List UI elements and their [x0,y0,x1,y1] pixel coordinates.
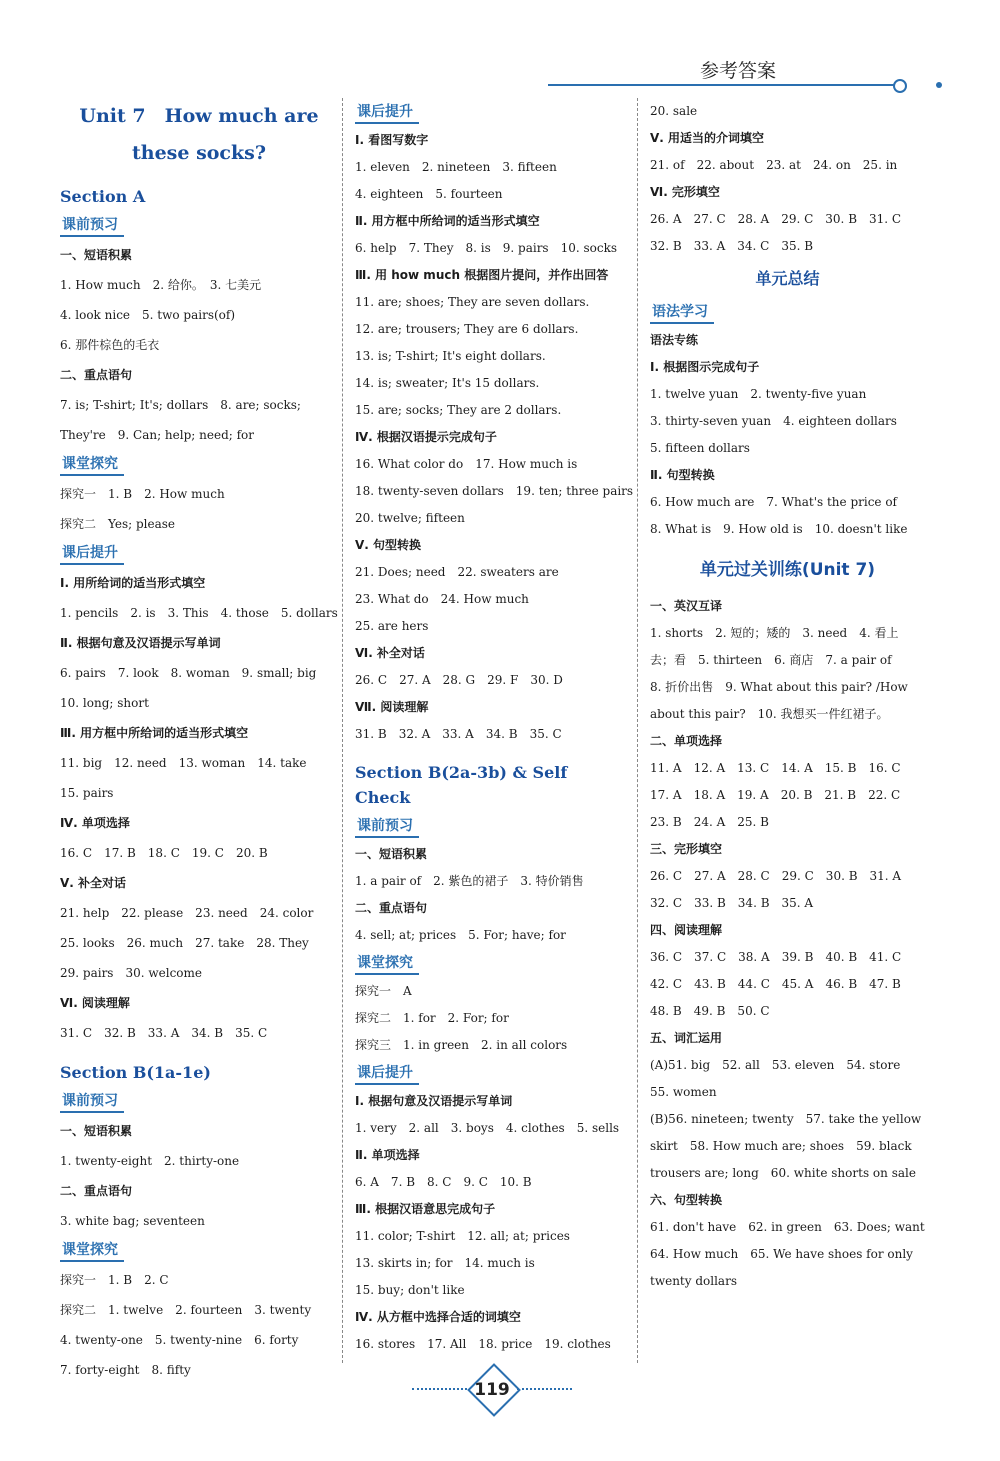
answer-line: 探究二 1. for 2. For; for [355,1011,509,1025]
section-title: Section B(1a-1e) [60,1063,211,1082]
section-tag-row [60,1236,338,1265]
answer-line: 探究一 1. B 2. C [60,1273,169,1287]
answer-line: 11. are; shoes; They are seven dollars. [355,295,590,309]
unit-title: Unit 7 How much are [79,105,319,127]
subheading: Ⅱ. 句型转换 [650,468,715,482]
section-tag-row [60,539,338,568]
page-header-title: 参考答案 [700,60,777,82]
column-divider [637,98,638,1363]
page-number-dots [412,1388,467,1390]
answer-line: 15. pairs [60,786,114,800]
answer-line: 26. A 27. C 28. A 29. C 30. B 31. C [650,212,902,226]
answer-line: 探究一 A [355,984,412,998]
answer-line: trousers are; long 60. white shorts on sale [650,1166,916,1180]
answer-line: 4. look nice 5. two pairs(of) [60,308,236,322]
answer-line: 1. twelve yuan 2. twenty-five yuan [650,387,867,401]
subheading: Ⅵ. 完形填空 [650,185,720,199]
subheading: Ⅴ. 用适当的介词填空 [650,131,765,145]
subheading: 三、完形填空 [650,842,723,856]
page-number-dots [517,1388,572,1390]
section-title: Section A [60,187,146,206]
subheading: Ⅰ. 根据句意及汉语提示写单词 [355,1094,513,1108]
answer-line: 61. don't have 62. in green 63. Does; want [650,1220,925,1234]
section-tag-row [650,298,925,327]
answer-line: 21. Does; need 22. sweaters are [355,565,559,579]
subheading: 语法专练 [650,333,699,347]
answer-line: (A)51. big 52. all 53. eleven 54. store [650,1058,901,1072]
section-tag: 课前预习 [60,1092,124,1113]
answer-column-middle [355,98,634,1358]
section-tag-row [60,211,338,240]
section-tag-row [355,949,625,978]
answer-line: 1. very 2. all 3. boys 4. clothes 5. sells [355,1121,620,1135]
subheading: Ⅵ. 阅读理解 [60,996,130,1010]
answer-line: 1. pencils 2. is 3. This 4. those 5. dollars [60,606,338,620]
subheading: Ⅲ. 用方框中所给词的适当形式填空 [60,726,249,740]
answer-line: 21. of 22. about 23. at 24. on 25. in [650,158,898,172]
subheading: 二、重点语句 [355,901,428,915]
answer-line: They're 9. Can; help; need; for [60,428,255,442]
section-tag-row [355,1059,625,1088]
answer-line: 16. stores 17. All 18. price 19. clothes [355,1337,611,1351]
section-tag-row [60,1087,338,1116]
answer-line: 18. twenty-seven dollars 19. ten; three pairs [355,484,634,498]
section-tag: 课前预习 [60,216,124,237]
answer-line: 55. women [650,1085,717,1099]
answer-column-right [650,98,925,1295]
section-tag-row [355,98,625,127]
page-number-badge [412,1375,572,1405]
answer-line: (B)56. nineteen; twenty 57. take the yellow [650,1112,922,1126]
section-tag-row [355,812,625,841]
answer-line: 6. A 7. B 8. C 9. C 10. B [355,1175,532,1189]
subheading: 五、词汇运用 [650,1031,723,1045]
answer-line: 12. are; trousers; They are 6 dollars. [355,322,579,336]
answer-line: 1. twenty-eight 2. thirty-one [60,1154,240,1168]
summary-heading: 单元总结 [755,269,820,288]
subheading: 一、短语积累 [60,248,133,262]
answer-line: 8. What is 9. How old is 10. doesn't like [650,522,908,536]
answer-line: 11. A 12. A 13. C 14. A 15. B 16. C [650,761,901,775]
subheading: Ⅴ. 补全对话 [60,876,127,890]
answer-line: 探究三 1. in green 2. in all colors [355,1038,568,1052]
answer-line: 13. skirts in; for 14. much is [355,1256,535,1270]
answer-line: 4. sell; at; prices 5. For; have; for [355,928,566,942]
answer-line: 20. twelve; fifteen [355,511,465,525]
subheading: Ⅱ. 用方框中所给词的适当形式填空 [355,214,540,228]
subheading: Ⅲ. 根据汉语意思完成句子 [355,1202,496,1216]
answer-line: 14. is; sweater; It's 15 dollars. [355,376,540,390]
answer-line: 15. buy; don't like [355,1283,465,1297]
subheading: Ⅲ. 用 how much 根据图片提问，并作出回答 [355,268,609,282]
subheading: 一、短语积累 [355,847,428,861]
subheading: 六、句型转换 [650,1193,723,1207]
answer-line: 探究二 Yes; please [60,517,176,531]
answer-line: 探究二 1. twelve 2. fourteen 3. twenty [60,1303,312,1317]
answer-line: 25. are hers [355,619,429,633]
section-tag: 课堂探究 [60,455,124,476]
subheading: 二、重点语句 [60,1184,133,1198]
answer-line: 32. B 33. A 34. C 35. B [650,239,814,253]
answer-line: 去；看 5. thirteen 6. 商店 7. a pair of [650,653,892,667]
unit-test-heading: 单元过关训练(Unit 7) [699,560,876,580]
subheading: 一、短语积累 [60,1124,133,1138]
header-rule [548,84,898,86]
header-circle-ornament [893,79,907,93]
answer-column-left [60,98,338,1385]
page-number: 119 [474,1380,510,1400]
answer-line: 1. eleven 2. nineteen 3. fifteen [355,160,557,174]
answer-line: 23. B 24. A 25. B [650,815,769,829]
answer-line: 23. What do 24. How much [355,592,529,606]
section-tag-row [60,450,338,479]
column-divider [342,98,343,1363]
section-tag: 语法学习 [650,303,714,324]
answer-line: 11. color; T-shirt 12. all; at; prices [355,1229,570,1243]
answer-line: 11. big 12. need 13. woman 14. take [60,756,307,770]
answer-line: 15. are; socks; They are 2 dollars. [355,403,562,417]
subheading: Ⅶ. 阅读理解 [355,700,429,714]
answer-line: 36. C 37. C 38. A 39. B 40. B 41. C [650,950,902,964]
section-tag: 课后提升 [355,1064,419,1085]
answer-line: 31. B 32. A 33. A 34. B 35. C [355,727,562,741]
answer-line: 13. is; T-shirt; It's eight dollars. [355,349,546,363]
answer-line: 16. What color do 17. How much is [355,457,578,471]
answer-line: 17. A 18. A 19. A 20. B 21. B 22. C [650,788,901,802]
answer-line: 48. B 49. B 50. C [650,1004,770,1018]
subheading: Ⅳ. 从方框中选择合适的词填空 [355,1310,521,1324]
subheading: Ⅰ. 看图写数字 [355,133,429,147]
subheading: Ⅴ. 句型转换 [355,538,422,552]
answer-line: 20. sale [650,104,698,118]
answer-line: about this pair? 10. 我想买一件红裙子。 [650,707,889,721]
answer-line: 10. long; short [60,696,149,710]
answer-line: 29. pairs 30. welcome [60,966,203,980]
answer-line: 8. 折价出售 9. What about this pair? /How [650,680,908,694]
answer-line: 1. a pair of 2. 紫色的裙子 3. 特价销售 [355,874,584,888]
answer-line: 6. How much are 7. What's the price of [650,495,898,509]
unit-title: these socks? [131,142,266,164]
answer-line: 7. forty-eight 8. fifty [60,1363,191,1377]
answer-line: 26. C 27. A 28. G 29. F 30. D [355,673,563,687]
section-tag: 课后提升 [355,103,419,124]
answer-line: 21. help 22. please 23. need 24. color [60,906,314,920]
subheading: Ⅱ. 单项选择 [355,1148,420,1162]
subheading: Ⅵ. 补全对话 [355,646,425,660]
section-tag: 课前预习 [355,817,419,838]
subheading: 一、英汉互译 [650,599,723,613]
subheading: 二、单项选择 [650,734,723,748]
answer-line: 3. thirty-seven yuan 4. eighteen dollars [650,414,897,428]
answer-line: 16. C 17. B 18. C 19. C 20. B [60,846,268,860]
answer-line: 4. twenty-one 5. twenty-nine 6. forty [60,1333,299,1347]
section-tag: 课堂探究 [60,1241,124,1262]
section-tag: 课后提升 [60,544,124,565]
answer-line: 6. pairs 7. look 8. woman 9. small; big [60,666,317,680]
answer-line: 1. How much 2. 给你。 3. 七美元 [60,278,262,292]
subheading: 四、阅读理解 [650,923,723,937]
answer-line: 32. C 33. B 34. B 35. A [650,896,814,910]
answer-line: 26. C 27. A 28. C 29. C 30. B 31. A [650,869,902,883]
subheading: Ⅰ. 用所给词的适当形式填空 [60,576,206,590]
subheading: 二、重点语句 [60,368,133,382]
answer-line: 4. eighteen 5. fourteen [355,187,503,201]
answer-line: twenty dollars [650,1274,737,1288]
answer-line: 7. is; T-shirt; It's; dollars 8. are; socks; [60,398,301,412]
section-title: Section B(2a-3b) & Self Check [355,763,568,807]
subheading: Ⅱ. 根据句意及汉语提示写单词 [60,636,221,650]
answer-line: 6. help 7. They 8. is 9. pairs 10. socks [355,241,618,255]
answer-line: 3. white bag; seventeen [60,1214,205,1228]
answer-line: 64. How much 65. We have shoes for only [650,1247,913,1261]
subheading: Ⅰ. 根据图示完成句子 [650,360,760,374]
subheading: Ⅳ. 单项选择 [60,816,130,830]
answer-line: 42. C 43. B 44. C 45. A 46. B 47. B [650,977,901,991]
header-dot-ornament [936,82,942,88]
subheading: Ⅳ. 根据汉语提示完成句子 [355,430,497,444]
answer-line: 1. shorts 2. 短的；矮的 3. need 4. 看上 [650,626,899,640]
answer-line: 5. fifteen dollars [650,441,750,455]
answer-line: 31. C 32. B 33. A 34. B 35. C [60,1026,268,1040]
answer-line: 6. 那件棕色的毛衣 [60,338,160,352]
section-tag: 课堂探究 [355,954,419,975]
answer-line: 探究一 1. B 2. How much [60,487,225,501]
answer-line: 25. looks 26. much 27. take 28. They [60,936,309,950]
answer-line: skirt 58. How much are; shoes 59. black [650,1139,912,1153]
